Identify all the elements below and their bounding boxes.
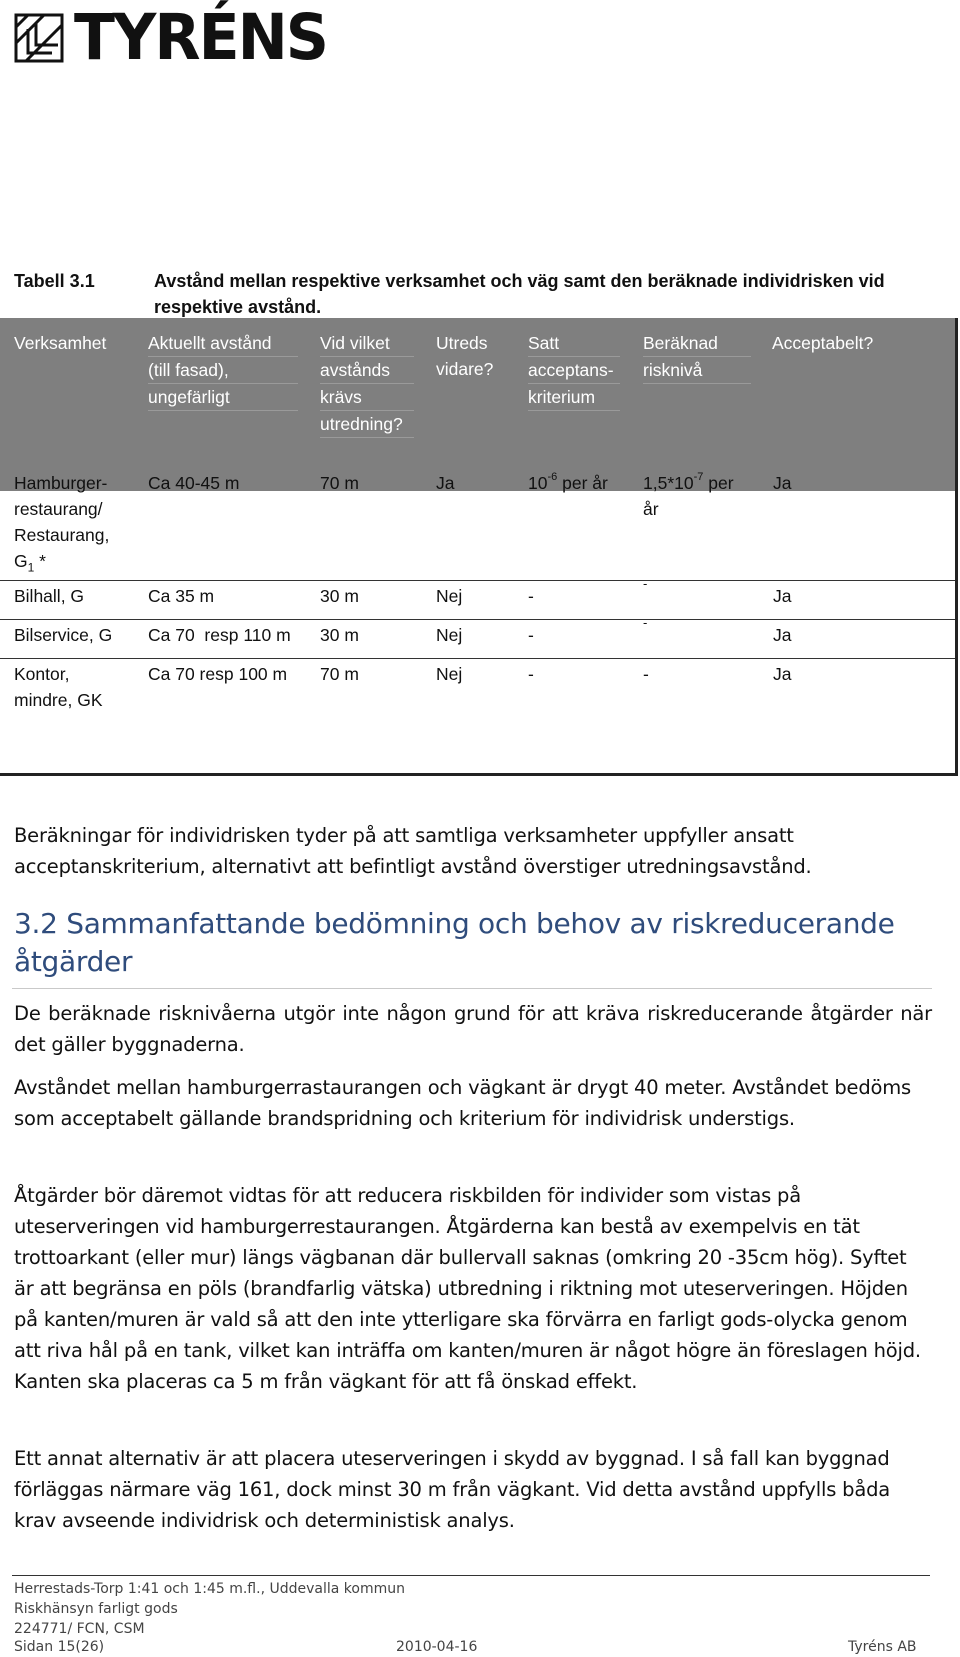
table-row-4-avstand: Ca 70 resp 100 m bbox=[148, 664, 288, 684]
table-row-1-acceptabelt: Ja bbox=[773, 473, 792, 493]
paragraph-summary: Beräkningar för individrisken tyder på att samtliga verksamheter uppfyller ansatt acceptanskriterium, alternativt att befintligt avstånd överstiger utredningsavstånd. bbox=[14, 824, 812, 878]
table-row-4-acceptabelt: Ja bbox=[773, 664, 792, 684]
footer-date: 2010-04-16 bbox=[396, 1639, 478, 1655]
table-row-3-verksamhet: Bilservice, G bbox=[14, 625, 113, 645]
row-divider bbox=[0, 580, 955, 581]
paragraph-alternative: Ett annat alternativ är att placera uteserveringen i skydd av byggnad. I så fall kan byggnad förläggas närmare väg 161, dock minst 30 m från vägkant. Vid detta avstånd uppfylls båda krav avseende individrisk och deterministisk analys. bbox=[14, 1447, 891, 1532]
footer-company: Tyréns AB bbox=[848, 1639, 917, 1655]
table-row-3-risk: - bbox=[643, 615, 648, 630]
table-row-4-utredning: 70 m bbox=[320, 664, 359, 684]
risk-table bbox=[0, 318, 958, 776]
header-beraknad-riskniva: Beräknad risknivå bbox=[643, 330, 751, 384]
paragraph-distance: Avståndet mellan hamburgerrastaurangen och vägkant är drygt 40 meter. Avståndet bedöms som acceptabelt gällande brandspridning och kriterium för individrisk understigs. bbox=[14, 1076, 911, 1130]
table-header bbox=[0, 318, 955, 491]
table-row-1-utreds: Ja bbox=[436, 473, 455, 493]
table-row-3-utredning: 30 m bbox=[320, 625, 359, 645]
table-row-3-avstand: Ca 70 resp 110 m bbox=[148, 625, 291, 645]
table-row-4-risk: - bbox=[643, 664, 649, 684]
header-vid-vilket-avstand: Vid vilket avstånds krävs utredning? bbox=[320, 330, 414, 438]
table-row-1-verksamhet: Hamburger- restaurang/ Restaurang, $G_1$ * bbox=[14, 473, 110, 575]
table-row-4-utreds: Nej bbox=[436, 664, 463, 684]
table-row-2-utreds: Nej bbox=[436, 586, 463, 606]
table-row-3-utreds: Nej bbox=[436, 625, 463, 645]
caption-text: Avstånd mellan respektive verksamhet och väg samt den beräknade individrisken vid respektive avstånd. bbox=[154, 271, 885, 317]
table-row-2-risk: - bbox=[643, 576, 648, 591]
row-divider bbox=[0, 619, 955, 620]
footer-reference: 224771/ FCN, CSM bbox=[14, 1621, 145, 1637]
table-row-1-avstand: Ca 40-45 m bbox=[148, 473, 240, 493]
header-utreds-vidare: Utreds vidare? bbox=[436, 333, 494, 379]
tyrens-logo-icon bbox=[14, 13, 64, 63]
paragraph-measures: Åtgärder bör däremot vidtas för att reducera riskbilden för individer som vistas på uteserveringen vid hamburgerrestaurangen. Åtgärderna kan bestå av exempelvis en tät trottoarkant (eller mur) längs vägbanan där bullervall saknas (omkring 20 -35cm hög). Syftet är att begränsa en pöls (brandfarlig vätska) utbredning i riktning mot uteserveringen. Höjden på kanten/muren är vald så att den inte ytterligare ska förvärra en farligt gods-olycka genom att riva hål på en tank, vilket kan inträffa om kanten/muren är något högre än föreslagen höjd. Kanten ska placeras ca 5 m från vägkant för att få önskad effekt. bbox=[14, 1184, 921, 1393]
header-acceptabelt: Acceptabelt? bbox=[772, 333, 874, 353]
table-row-2-verksamhet: Bilhall, G bbox=[14, 586, 85, 606]
table-row-1-kriterium: $10^{-6}$ per år bbox=[528, 471, 608, 493]
table-row-4-verksamhet: Kontor, mindre, GK bbox=[14, 664, 103, 710]
table-row-2-kriterium: - bbox=[528, 586, 534, 606]
caption-label: Tabell 3.1 bbox=[14, 271, 95, 291]
logo-wordmark: TYRÉNS bbox=[74, 1, 327, 75]
footer-page-number: Sidan 15(26) bbox=[14, 1639, 105, 1655]
section-heading: 3.2 Sammanfattande bedömning och behov av riskreducerande åtgärder bbox=[14, 907, 895, 978]
header-satt-kriterium: Satt acceptans- kriterium bbox=[528, 330, 620, 411]
heading-divider bbox=[12, 988, 932, 989]
footer-subject: Riskhänsyn farligt gods bbox=[14, 1601, 178, 1617]
table-row-4-kriterium: - bbox=[528, 664, 534, 684]
company-logo bbox=[14, 1, 327, 75]
table-row-2-acceptabelt: Ja bbox=[773, 586, 792, 606]
table-row-3-kriterium: - bbox=[528, 625, 534, 645]
header-aktuellt-avstand: Aktuellt avstånd (till fasad), ungefärligt bbox=[148, 330, 298, 411]
table-row-3-acceptabelt: Ja bbox=[773, 625, 792, 645]
header-verksamhet: Verksamhet bbox=[14, 333, 107, 353]
table-row-2-avstand: Ca 35 m bbox=[148, 586, 215, 606]
table-row-1-risk: $1,5*10^{-7}$ per år bbox=[643, 471, 734, 519]
table-row-2-utredning: 30 m bbox=[320, 586, 359, 606]
paragraph-risk-levels: De beräknade risknivåerna utgör inte någon grund för att kräva riskreducerande åtgärder när det gäller byggnaderna. bbox=[14, 1002, 932, 1056]
table-row-1-utredning: 70 m bbox=[320, 473, 359, 493]
row-divider bbox=[0, 658, 955, 659]
footer-project: Herrestads-Torp 1:41 och 1:45 m.fl., Uddevalla kommun bbox=[14, 1581, 405, 1597]
footer-divider bbox=[12, 1575, 930, 1576]
